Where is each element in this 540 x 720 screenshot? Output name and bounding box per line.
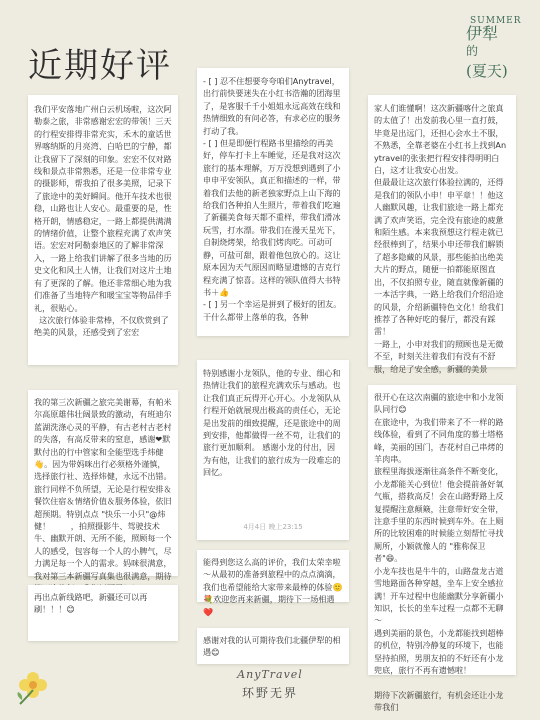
footer-brand-cn: 环野无界	[241, 686, 298, 700]
review-card-anytravel-praise	[197, 68, 349, 336]
review-card-south-xinjiang	[368, 385, 516, 713]
review-card-xiaolong-thanks	[197, 360, 349, 540]
reply-card-thanks	[197, 550, 349, 617]
review-text: 我们平安落地广州白云机场啦，这次阿勒泰之旅，非常感谢宏宏的带领！三天的行程安排得非常充实，禾木的童话世界喀纳斯的月亮湾、白哈巴的宁静，都让我留下了深刻的印象。宏宏不仅对路线和景点非常熟悉，还是一位非常专业的摄影师，帮我拍了很多美照，记录下了旅途中的美好瞬间。他开车技术也很稳，山路也让人安心。最重要的是，性格开朗，情感稳定，一路上都提供满满的情绪价值，让整个旅程充满了欢声笑语。宏宏对阿勒泰地区的了解非常深入，一路上给我们讲解了很多当地的历史文化和风土人情，让我们对这片土地有了更深的了解。他还非常细心地为我们准备了当地特产和暖宝宝等物品伴手礼，很贴心。 这次旅行体验非常棒，不仅欣赏到了绝美的风景，还感受到了宏宏	[34, 104, 172, 338]
review-text: 很开心在这次南疆的旅途中和小龙领队同行😊 在旅途中，为我们带来了不一样的路线体验，看到了不同角度的慕士塔格峰，美丽的国门，杏花村自己串烤的羊肉串。 旅程里海拔逐渐往高条件不断变化，小龙都能关心到位！他会提前备好氧气瓶，搭救高反！会在山路野路上反复提醒注意颠簸，注意带好安全带，注意手里的东西时候到车外。在上厕所的比较困难的时候能立刻帮忙寻找厕所，小颖就像人的 "雅称保卫者"😄。 小龙车技也是牛牛的，山路盘龙古道雪地路面各种穿越，坐车上安全感拉满！开车过程中也能幽默分享新疆小知识，长长的坐车过程一点都不无聊～ 遇到美丽的景色，小龙都能找到超棒的机位，特别冷静复的环境下，也能坚持拍照，男朋友拍的不好还有小龙兜底，旅行不再有遗憾啦！ 期待下次新疆旅行，有机会还让小龙带我们	[374, 392, 504, 713]
tag-char-1: 伊	[466, 24, 483, 43]
tag-char-3: 的	[466, 44, 479, 58]
reply-text: 能得到您这么高的评价，我们太荣幸啦～从最初的准备到旅程中的点点滴滴，我们也希望能给大家带来最棒的体验🙂💐欢迎您再来新疆，期待下一场相遇❤️	[203, 557, 343, 617]
review-text: 家人们谁懂啊！这次新疆喀什之旅真的太值了！出发前我心里一直打鼓，毕竟是出远门，还担心会水土不服，不熟悉，全靠老婆在小红书上找到Anytravel的张张把行程安排得明明白白，这才让我安心出发。 但最最让这次旅行体验拉满的，还得是我们的领队小申！申平章！！他这人幽默风趣，让我们旅途一路上都充满了欢声笑语，完全没有旅途的疲惫和陌生感。本来我预想这行程走就已经很棒到了，结果小申还带我们解锁了超多隐藏的风景，那些能拍出绝美大片的野点，随便一拍都能原图直出，不仅拍照专业，随直就像新疆的一本活字典，一路上给我们介绍沿途的风景，介绍新疆特色文化！给我们推荐了各种好吃的餐厅，都没有踩雷！ 一路上，小申对我们的照顾也是无微不至，时刻关注着我们有没有不舒服，给足了安全感，新疆的美景	[374, 103, 507, 374]
review-card-third-trip	[28, 390, 178, 581]
review-text: 再出点新线路吧，新疆还可以再刷！！！😊	[34, 592, 148, 615]
summer-tag-en: SUMMER	[470, 16, 522, 26]
tag-char-2: 犁	[482, 24, 499, 43]
summer-tag-sub: (夏天)	[466, 62, 508, 80]
review-text: 特别感谢小龙领队，他的专业、细心和热情让我们的旅程充满欢乐与感动。也让我们真正玩得开心开心。小龙领队从行程开始就展现出极高的责任心，无论是出发前的细致提醒，还是旅途中的周到安排，他都做得一丝不苟，让我们的旅行更加顺利。 感谢小龙的付出，因为有他，让我们的旅行成为一段难忘的回忆。	[203, 368, 341, 478]
message-timestamp: 4月4日 晚上23:15	[243, 523, 303, 531]
review-card-new-routes	[28, 585, 178, 641]
review-card-guangzhou	[28, 95, 178, 365]
reply-card-yili	[197, 628, 349, 664]
reply-text: 感谢对我的认可期待我们北疆伊犁的相遇😊	[203, 635, 341, 658]
footer-brand-en: AnyTravel	[237, 668, 303, 681]
review-card-kashgar	[368, 95, 516, 374]
review-text: - [ ] 忍不住想要夸夸咱们Anytravel，出行前快要迷失在小红书浩瀚的团海里了，是客服千千小姐姐永远高效在线和热情细致的有问必答，有求必应的服务打动了我。 - [ ] 但是即便行程路书里描绘的再美好，停车打卡上车睡觉，还是我对这次旅行的基本理解，万万没想到遇到了小申申平安领队，真正和描述的一样，带着我们去他的新老独家野点上山下海的给我们各种拍人生照片，带着我们吃遍了新疆美食每天都不重样，带我们滑冰玩雪，打水漂。带我们在漫天星光下，自制烧烤架，给我们烤肉吃。可动可静，可盐可甜，跟着他包放心的。这让原本因为天气原因而略显遗憾的吉克行程充满了惊喜。这样的领队值得大书特书＋👍 - [ ] 另一个幸运是拼到了极好的团友。干什么都带上落单的我，各种	[203, 76, 342, 322]
page-title: 近期好评	[28, 46, 172, 86]
summer-tag-cn	[466, 26, 526, 59]
review-text: 我的第三次新疆之旅完美谢幕，有帕米尔高原雄伟壮阔景致的激动，有班迪尔蓝湖洗涤心灵的平静，有古老村古老村的失落，有高反带来的窒息，感谢❤默默付出的行中管家和全能型选手炜健👋。因为带妈咪出行必须格外谨慎，选择旅行社、选择炜健，永远不出错。旅行同样不负所望，无论是行程安排＆餐饮住宿＆情绪价值＆服务体验，依旧超预期。特别点点 "快乐一小只"@炜健！ ，拍照摄影牛、驾驶技术牛、幽默开朗、无所不能，照顾每一个人的感受，包容每一个人的小脾气，尽力满足每一个人的需求。妈咪很满意，我对第三本新疆写真集也很满意，期待	[34, 397, 172, 581]
